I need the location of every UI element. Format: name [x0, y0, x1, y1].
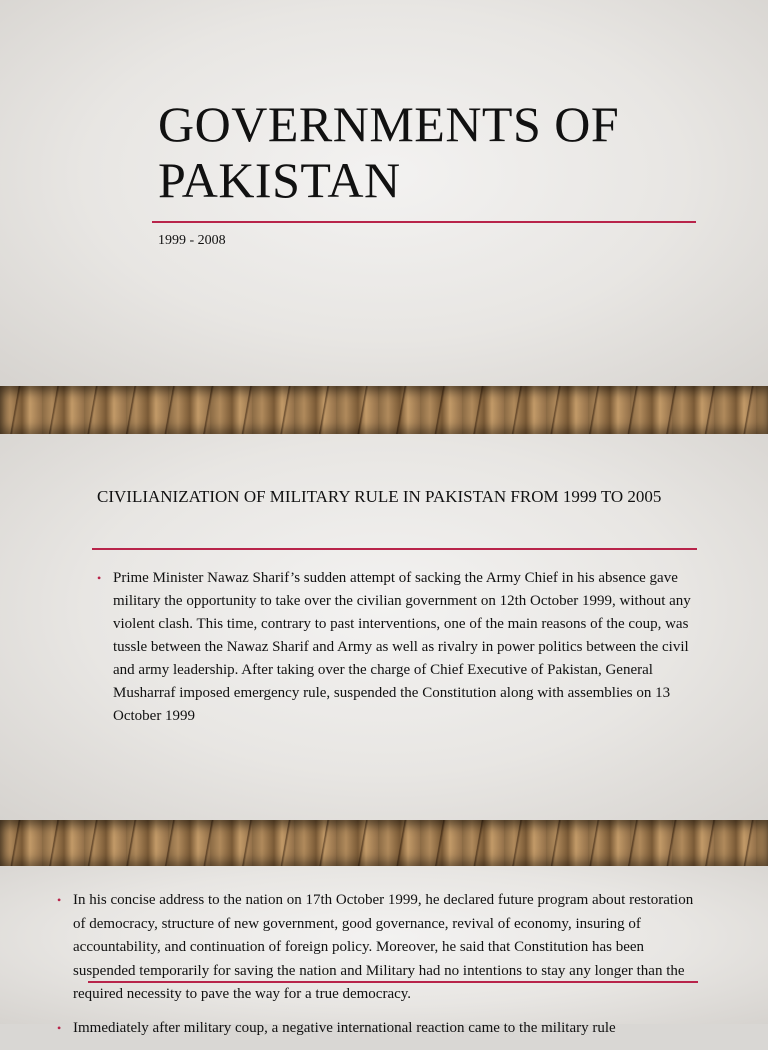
bullet-icon: •	[57, 1020, 62, 1035]
bullet-text: In his concise address to the nation on 17th October 1999, he declared future program about restoration of democracy, structure of new government, good governance, revival of economy, insuring of accountability, and continuation of foreign policy. Moreover, he said that Constitution has been suspended temporarily for saving the nation and Military had no intentions to stay any longer than the required necessity to pave the way for a true democracy.	[73, 892, 694, 1002]
bullet-text: Immediately after military coup, a negative international reaction came to the military rule	[73, 1019, 616, 1036]
slide-title: GOVERNMENTS OF PAKISTAN	[158, 96, 620, 208]
bullet-icon: •	[57, 893, 62, 907]
slide-heading: CIVILIANIZATION OF MILITARY RULE IN PAKISTAN FROM 1999 TO 2005	[97, 487, 662, 506]
list-item	[97, 567, 693, 728]
title-divider	[152, 221, 696, 223]
bullet-icon: •	[97, 571, 102, 585]
title-slide	[0, 0, 768, 386]
list-item	[57, 889, 707, 1007]
content-slide-address	[0, 866, 768, 1036]
bullet-list	[97, 567, 693, 728]
slide-subtitle: 1999 - 2008	[158, 233, 226, 248]
underline-annotation	[88, 981, 698, 983]
bullet-list	[57, 889, 707, 1050]
content-slide-civilianization	[0, 434, 768, 820]
wood-floor-divider	[0, 386, 768, 434]
list-item	[57, 1017, 707, 1041]
wood-floor-divider	[0, 820, 768, 866]
heading-divider	[92, 548, 697, 550]
bullet-text: Prime Minister Nawaz Sharif’s sudden attempt of sacking the Army Chief in his absence gave military the opportunity to take over the civilian government on 12th October 1999, without any violent clash. This time, contrary to past interventions, one of the main reasons of the coup, was tussle between the Nawaz Sharif and Army as well as rivalry in power politics between the civil and army leadership. After taking over the charge of Chief Executive of Pakistan, General Musharraf imposed emergency rule, suspended the Constitution along with assemblies on 13 October 1999	[113, 570, 691, 724]
